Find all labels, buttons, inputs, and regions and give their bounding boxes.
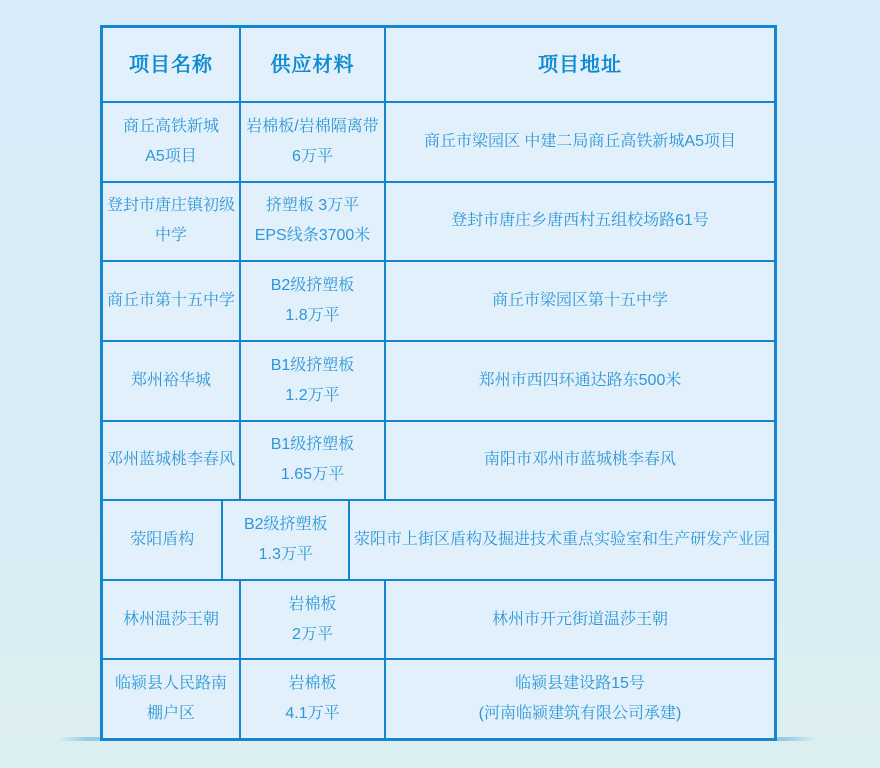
cell-line: 商丘市梁园区第十五中学 [491,292,668,310]
address-cell [386,422,774,500]
project-name-cell [103,262,239,340]
cell-line: EPS线条3700米 [254,227,371,245]
cell-line: 郑州裕华城 [130,371,211,389]
cell-line: 邓州蓝城桃李春风 [107,451,236,469]
cell-line: 1.65万平 [280,466,345,484]
project-name-cell [103,103,239,181]
cell-line: 岩棉板/岩棉隔离带 [246,117,379,135]
table-row [103,181,774,261]
materials-cell [239,103,386,181]
project-name-cell [103,183,239,261]
cell-line: 2万平 [292,625,333,643]
cell-line: 荥阳盾构 [130,530,195,548]
materials-cell [239,422,386,500]
table-row [103,579,774,659]
header-project-name-label: 项目名称 [129,53,213,76]
header-materials [239,28,386,101]
cell-line: B2级挤塑板 [270,277,355,295]
cell-line: A5项目 [145,147,197,165]
header-address [386,28,774,101]
cell-line: 1.8万平 [285,307,340,325]
project-name-cell [103,342,239,420]
materials-cell [239,342,386,420]
cell-line: 中学 [154,227,187,245]
cell-line: 临颍县人民路南 [114,675,227,693]
table-row [103,260,774,340]
address-cell [386,660,774,738]
cell-line: 临颍县建设路15号 [515,675,645,693]
cell-line: 林州市开元街道温莎王朝 [491,610,668,628]
materials-cell [221,501,350,579]
cell-line: 1.2万平 [285,386,340,404]
address-cell [386,342,774,420]
table-row [103,101,774,181]
table-row [103,499,774,579]
cell-line: 商丘市第十五中学 [107,292,236,310]
cell-line: 1.3万平 [258,545,313,563]
address-cell [350,501,774,579]
project-name-cell [103,660,239,738]
address-cell [386,262,774,340]
table-header-row [103,28,774,101]
cell-line: B1级挤塑板 [270,436,355,454]
header-project-name [103,28,239,101]
table-row [103,340,774,420]
materials-cell [239,183,386,261]
cell-line: 登封市唐庄镇初级 [107,197,236,215]
cell-line: 岩棉板 [288,675,337,693]
project-name-cell [103,581,239,659]
materials-cell [239,262,386,340]
address-cell [386,183,774,261]
cell-line: 登封市唐庄乡唐西村五组校场路61号 [451,212,709,230]
cell-line: 林州温莎王朝 [122,610,219,628]
cell-line: (河南临颍建筑有限公司承建) [478,705,682,723]
cell-line: 商丘高铁新城 [122,117,219,135]
materials-cell [239,660,386,738]
cell-line: 4.1万平 [285,705,340,723]
cell-line: B1级挤塑板 [270,356,355,374]
address-cell [386,103,774,181]
cell-line: 荥阳市上街区盾构及掘进技术重点实验室和生产研发产业园 [353,530,770,548]
address-cell [386,581,774,659]
cell-line: 郑州市西四环通达路东500米 [478,371,682,389]
cell-line: 棚户区 [146,705,195,723]
cell-line: 挤塑板 3万平 [265,197,360,215]
header-address-label: 项目地址 [538,53,622,76]
cell-line: 6万平 [292,147,333,165]
cell-line: 南阳市邓州市蓝城桃李春风 [483,451,676,469]
cell-line: 商丘市梁园区 中建二局商丘高铁新城A5项目 [423,132,737,150]
table-row [103,658,774,738]
cell-line: B2级挤塑板 [243,515,328,533]
project-name-cell [103,501,221,579]
materials-cell [239,581,386,659]
project-name-cell [103,422,239,500]
table-row [103,420,774,500]
header-materials-label: 供应材料 [270,53,355,76]
cell-line: 岩棉板 [288,595,337,613]
projects-table [100,25,777,741]
